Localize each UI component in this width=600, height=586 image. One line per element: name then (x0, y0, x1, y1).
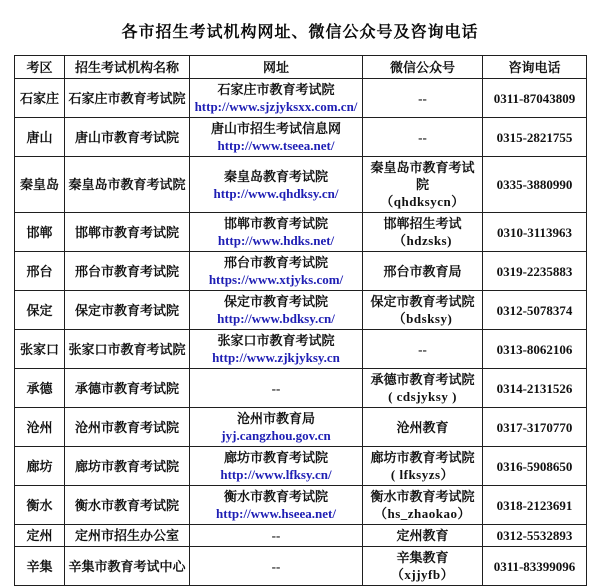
website-name: 沧州市教育局 (236, 411, 315, 426)
phone-cell (483, 408, 587, 447)
org-label: 衡水市教育考试院 (74, 497, 179, 513)
org-cell (65, 525, 190, 547)
website-url-link[interactable]: http://www.qhdksy.cn/ (213, 185, 339, 201)
region-label: 张家口 (19, 341, 59, 357)
wechat-cell (363, 369, 483, 408)
org-label: 辛集市教育考试中心 (68, 558, 186, 574)
website-cell (190, 291, 363, 330)
region-label: 衡水 (26, 497, 53, 513)
region-label: 邯郸 (26, 224, 53, 240)
org-cell (65, 447, 190, 486)
phone-number: 0311-87043809 (493, 90, 576, 106)
wechat-name: 衡水市教育考试院 (370, 489, 475, 504)
wechat-id: （hs_zhaokao） (373, 506, 472, 521)
website-url-link[interactable]: http://www.bdksy.cn/ (217, 311, 335, 326)
header-website: 网址 (190, 56, 363, 79)
region-label: 保定 (26, 302, 53, 318)
phone-number: 0315-2821755 (496, 129, 573, 145)
org-label: 张家口市教育考试院 (68, 341, 186, 357)
org-cell (65, 408, 190, 447)
table-row (15, 547, 587, 586)
wechat-name: 秦皇岛市教育考试院 (370, 160, 475, 192)
header-phone: 咨询电话 (483, 56, 587, 79)
table-row (15, 213, 587, 252)
region-label: 廊坊 (26, 458, 53, 474)
website-cell (190, 252, 363, 291)
wechat-name: 沧州教育 (396, 419, 449, 435)
wechat-name: 邯郸招生考试 (383, 216, 462, 231)
table-row (15, 525, 587, 547)
region-label: 辛集 (26, 558, 53, 574)
website-cell (190, 369, 363, 408)
phone-cell (483, 291, 587, 330)
org-label: 沧州市教育考试院 (74, 419, 179, 435)
region-label: 秦皇岛 (19, 177, 59, 192)
phone-number: 0318-2123691 (496, 497, 573, 513)
website-cell (190, 330, 363, 369)
header-row (15, 56, 587, 79)
phone-number: 0313-8062106 (496, 341, 573, 357)
website-name: 衡水市教育考试院 (223, 489, 328, 504)
region-label: 定州 (26, 528, 53, 543)
org-label: 定州市招生办公室 (74, 528, 179, 543)
website-url-link[interactable]: http://www.lfksy.cn/ (220, 467, 332, 482)
phone-cell (483, 369, 587, 408)
phone-cell (483, 118, 587, 157)
phone-number: 0319-2235883 (496, 263, 573, 279)
wechat-name: 邢台市教育局 (383, 263, 462, 279)
table-header (15, 56, 587, 79)
region-cell (15, 369, 65, 408)
wechat-cell (363, 547, 483, 586)
wechat-name: 定州教育 (396, 528, 449, 543)
wechat-cell (363, 408, 483, 447)
website-cell (190, 118, 363, 157)
region-cell (15, 213, 65, 252)
website-name: 张家口市教育考试院 (217, 333, 335, 348)
website-name: 廊坊市教育考试院 (223, 450, 328, 465)
region-cell (15, 447, 65, 486)
website-name: 保定市教育考试院 (223, 294, 328, 309)
wechat-cell (363, 118, 483, 157)
org-label: 邢台市教育考试院 (74, 263, 179, 279)
org-label: 廊坊市教育考试院 (74, 458, 179, 474)
org-cell (65, 369, 190, 408)
website-name: 石家庄市教育考试院 (217, 82, 335, 97)
website-name: 邯郸市教育考试院 (223, 216, 328, 231)
header-org: 招生考试机构名称 (65, 56, 190, 79)
org-label: 唐山市教育考试院 (74, 129, 179, 145)
phone-number: 0314-2131526 (496, 380, 573, 396)
website-url-link[interactable]: http://www.zjkjyksy.cn (212, 350, 340, 365)
table-row (15, 408, 587, 447)
region-cell (15, 291, 65, 330)
org-label: 秦皇岛市教育考试院 (68, 177, 186, 192)
wechat-id: ( cdsjyksy ) (388, 389, 457, 404)
header-region: 考区 (15, 56, 65, 79)
phone-cell (483, 252, 587, 291)
phone-number: 0311-83399096 (493, 558, 576, 574)
region-cell (15, 330, 65, 369)
table-row (15, 486, 587, 525)
website-name: 唐山市招生考试信息网 (210, 121, 341, 136)
wechat-cell (363, 525, 483, 547)
org-cell (65, 486, 190, 525)
wechat-id: （xjjyfb） (390, 567, 455, 582)
page-title: 各市招生考试机构网址、微信公众号及咨询电话 (121, 24, 479, 41)
website-url-link[interactable]: http://www.hseea.net/ (216, 506, 336, 521)
website-cell (190, 79, 363, 118)
org-cell (65, 79, 190, 118)
wechat-name: -- (418, 90, 427, 106)
website-cell (190, 547, 363, 586)
phone-cell (483, 525, 587, 547)
phone-number: 0316-5908650 (496, 458, 573, 474)
org-cell (65, 252, 190, 291)
website-cell (190, 408, 363, 447)
org-cell (65, 330, 190, 369)
wechat-name: -- (418, 129, 427, 145)
region-label: 唐山 (26, 129, 53, 145)
wechat-name: 辛集教育 (396, 550, 449, 565)
region-cell (15, 252, 65, 291)
org-cell (65, 157, 190, 213)
phone-number: 0335-3880990 (496, 177, 573, 192)
region-cell (15, 79, 65, 118)
website-url-link[interactable]: http://www.tseea.net/ (217, 138, 335, 153)
table-row (15, 447, 587, 486)
phone-number: 0310-3113963 (496, 224, 573, 240)
region-label: 石家庄 (19, 90, 59, 106)
table-row (15, 157, 587, 213)
table-row (15, 79, 587, 118)
website-name: -- (271, 558, 281, 574)
wechat-cell (363, 291, 483, 330)
region-cell (15, 118, 65, 157)
wechat-cell (363, 213, 483, 252)
website-url-link[interactable]: jyj.cangzhou.gov.cn (221, 428, 331, 443)
phone-cell (483, 157, 587, 213)
website-cell (190, 447, 363, 486)
wechat-cell (363, 252, 483, 291)
table-row (15, 330, 587, 369)
website-name: 邢台市教育考试院 (223, 255, 328, 270)
table-row (15, 118, 587, 157)
phone-cell (483, 79, 587, 118)
phone-number: 0317-3170770 (496, 419, 573, 435)
wechat-id: （hdzsks) (393, 233, 452, 248)
org-cell (65, 547, 190, 586)
wechat-name: 保定市教育考试院 (370, 294, 475, 309)
exam-institutions-table (14, 55, 587, 586)
wechat-cell (363, 447, 483, 486)
website-name: 秦皇岛教育考试院 (223, 168, 328, 184)
org-cell (65, 291, 190, 330)
wechat-cell (363, 486, 483, 525)
region-label: 沧州 (26, 419, 53, 435)
table-body (15, 79, 587, 586)
phone-cell (483, 447, 587, 486)
wechat-id: （bdsksy) (392, 311, 453, 326)
region-cell (15, 547, 65, 586)
org-label: 承德市教育考试院 (74, 380, 179, 396)
phone-cell (483, 486, 587, 525)
wechat-name: 承德市教育考试院 (370, 372, 475, 387)
wechat-cell (363, 330, 483, 369)
org-label: 邯郸市教育考试院 (74, 224, 179, 240)
region-label: 邢台 (26, 263, 53, 279)
wechat-id: ( lfksyzs） (390, 467, 455, 482)
phone-cell (483, 213, 587, 252)
website-cell (190, 157, 363, 213)
wechat-cell (363, 79, 483, 118)
phone-number: 0312-5532893 (496, 528, 573, 543)
website-cell (190, 213, 363, 252)
org-label: 保定市教育考试院 (74, 302, 179, 318)
org-label: 石家庄市教育考试院 (68, 90, 186, 106)
website-url-link[interactable]: https://www.xtjyks.com/ (208, 272, 344, 287)
org-cell (65, 118, 190, 157)
region-cell (15, 157, 65, 213)
website-name: -- (271, 528, 281, 543)
phone-number: 0312-5078374 (496, 302, 573, 318)
website-url-link[interactable]: http://www.sjzjyksxx.com.cn/ (194, 99, 358, 114)
website-cell (190, 525, 363, 547)
phone-cell (483, 330, 587, 369)
region-cell (15, 408, 65, 447)
region-cell (15, 486, 65, 525)
wechat-name: -- (418, 341, 427, 357)
website-cell (190, 486, 363, 525)
table-row (15, 291, 587, 330)
phone-cell (483, 547, 587, 586)
table-row (15, 252, 587, 291)
wechat-name: 廊坊市教育考试院 (370, 450, 475, 465)
region-cell (15, 525, 65, 547)
table-row (15, 369, 587, 408)
website-url-link[interactable]: http://www.hdks.net/ (217, 233, 335, 248)
wechat-id: （qhdksycn） (380, 194, 465, 209)
wechat-cell (363, 157, 483, 213)
website-name: -- (271, 380, 281, 396)
region-label: 承德 (26, 380, 53, 396)
org-cell (65, 213, 190, 252)
header-wechat: 微信公众号 (363, 56, 483, 79)
